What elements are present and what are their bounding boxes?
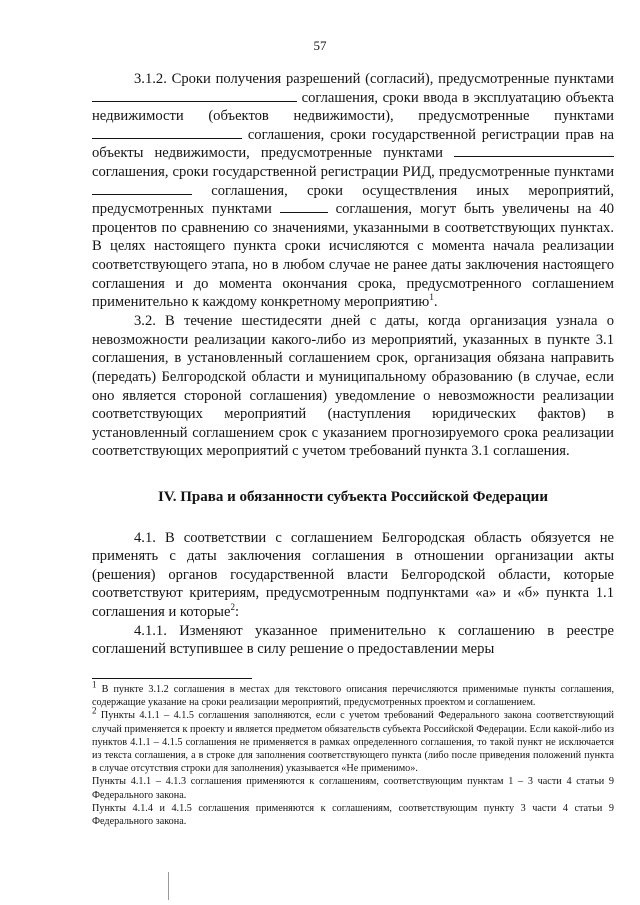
scan-artifact-line	[168, 872, 169, 900]
p-3-1-2-part-1: 3.1.2. Сроки получения разрешений (согласий), предусмотренные пунктами	[134, 71, 614, 87]
footnote-2	[92, 706, 614, 775]
footnotes	[92, 679, 614, 828]
footnote-note-1	[92, 775, 614, 801]
paragraph-3-2: 3.2. В течение шестидесяти дней с даты, когда организация узнала о невозможности реализации какого-либо из мероприятий, указанных в пункте 3.1 соглашения, в установленный соглашением срок, организация обязана направить (передать) Белгородской области и муниципальному образованию (в случае, если оно является стороной соглашения) уведомление о невозможности реализации соответствующих мероприятий (наступления юридических фактов) в установленный соглашением срок с указанием прогнозируемого срока реализации соответствующих мероприятий с учетом требований пункта 3.1 соглашения.	[92, 313, 614, 460]
page-number: 57	[313, 38, 327, 53]
footnote-text: Пункты 4.1.1 – 4.1.3 соглашения применяются к соглашениям, соответствующим пунктам 1 – 3 части 4 статьи 9 Федерального закона.	[92, 776, 614, 801]
document-body	[92, 70, 614, 659]
paragraph-3-1-2	[92, 70, 614, 312]
footnote-mark: 2	[92, 706, 97, 717]
p-4-1-text: 4.1. В соответствии с соглашением Белгородская область обязуется не применять с даты заключения соглашения в отношении организации акты (решения) органов государственной власти Белгородской области, которые соответствуют критериям, предусмотренным подпунктами «а» и «б» пункта 1.1 соглашения и которые	[92, 529, 614, 620]
p-4-1-end: :	[234, 603, 240, 620]
p-3-1-2-part-6: соглашения, могут быть увеличены на 40 процентов по сравнению со значениями, указанными в соответствующих пунктах. В целях настоящего пункта сроки исчисляются с момента начала реализации соответствующего этапа, но в любом случае не ранее даты заключения настоящего соглашения и до момента окончания срока, предусмотренного соглашением применительно к каждому конкретному мероприятию	[92, 201, 614, 311]
footnote-text: Пункты 4.1.1 – 4.1.5 соглашения заполняются, если с учетом требований Федерального закона соответствующий случай применяется к проекту и является предметом обязательств субъекта Российской Федерации. Если какой-либо из пунктов 4.1.1 – 4.1.5 соглашения не применяется в рамках определенного соглашения, то такой пункт не исключается из текста соглашения, а в строке для заполнения соответствующего пункта (либо после приведения положений пункта в случае отсутствия строки для заполнения) указывается «Не применимо».	[92, 710, 614, 775]
footnote-text: Пункты 4.1.4 и 4.1.5 соглашения применяются к соглашениям, соответствующим пункту 3 части 4 статьи 9 Федерального закона.	[92, 802, 614, 828]
p-3-1-2-part-2: соглашения, сроки ввода в эксплуатацию объекта недвижимости (объектов недвижимости), предусмотренные пунктами	[92, 89, 614, 125]
fill-blank	[280, 202, 328, 213]
footnote-divider	[92, 678, 252, 679]
fill-blank	[454, 146, 614, 157]
footnote-ref-1: 1	[429, 292, 434, 303]
footnote-1	[92, 679, 614, 709]
p-3-1-2-end: .	[433, 294, 438, 311]
footnote-text: В пункте 3.1.2 соглашения в местах для текстового описания перечисляются применимые пункты соглашения, содержащие указание на сроки реализации мероприятий, предусмотренных проектом и соглашением.	[92, 684, 614, 709]
footnote-mark: 1	[92, 679, 97, 690]
footnote-note-2	[92, 802, 614, 828]
fill-blank	[92, 91, 297, 102]
p-3-1-2-part-3: соглашения, сроки государственной регистрации прав на объекты недвижимости, предусмотренные пунктами	[92, 126, 614, 162]
footnote-ref-2: 2	[230, 602, 235, 613]
section-heading: IV. Права и обязанности субъекта Российской Федерации	[158, 488, 548, 505]
p-3-1-2-part-4: соглашения, сроки государственной регистрации РИД, предусмотренные пунктами	[92, 163, 614, 180]
paragraph-4-1	[92, 529, 614, 622]
p-3-1-2-part-5: соглашения, сроки осуществления иных мероприятий, предусмотренных пунктами	[92, 182, 614, 218]
fill-blank	[92, 184, 192, 195]
fill-blank	[92, 128, 242, 139]
paragraph-4-1-1: 4.1.1. Изменяют указанное применительно к соглашению в реестре соглашений вступившее в силу решение о предоставлении меры	[92, 622, 614, 658]
